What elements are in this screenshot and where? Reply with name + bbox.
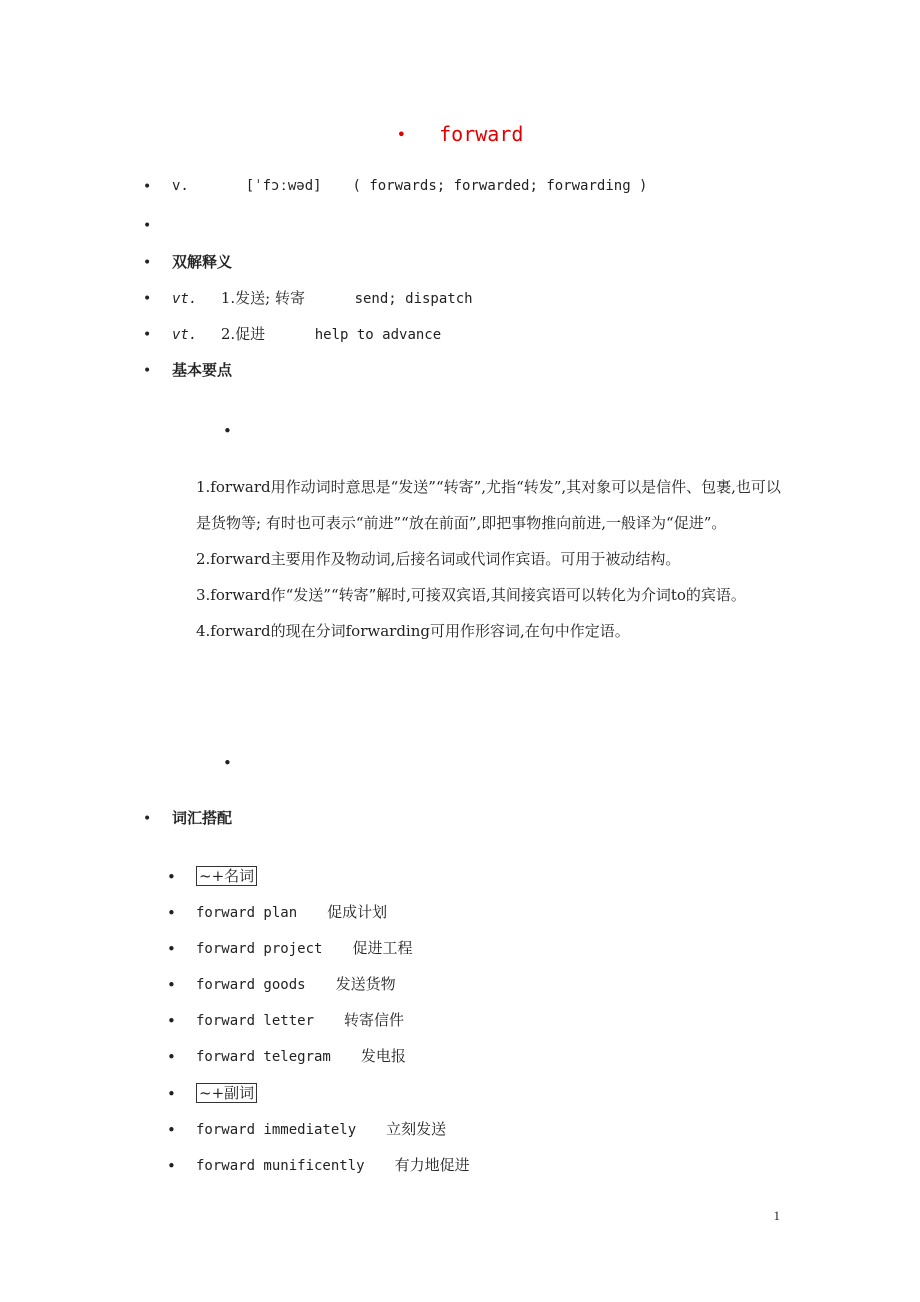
- points-block: [196, 469, 791, 649]
- collocation-group-1-label: [196, 866, 257, 886]
- meaning-1-pos: vt.: [172, 291, 198, 307]
- point-1: 1.forward用作动词时意思是“发送”“转寄”,尤指“转发”,其对象可以是信件、包裹,也可以是货物等; 有时也可表示“前进”“放在前面”,即把事物推向前进,一般译为“促进”。: [196, 478, 781, 532]
- bullet: [143, 292, 151, 300]
- collocations-heading: 词汇搭配: [172, 809, 233, 827]
- bullet: [167, 1050, 176, 1064]
- word-forms: ( forwards; forwarded; forwarding ): [352, 178, 648, 194]
- collocation-item: forward plan 促成计划: [196, 903, 388, 921]
- meaning-2-en: help to advance: [314, 327, 442, 343]
- meaning-2-cn: 2.促进: [220, 325, 266, 343]
- bullet: [167, 870, 176, 884]
- meaning-1: [172, 288, 473, 309]
- title-bullet: •: [396, 124, 407, 144]
- collocation-item: forward immediately 立刻发送: [196, 1120, 447, 1138]
- meanings-heading: 双解释义: [172, 253, 233, 271]
- bullet: [167, 978, 176, 992]
- collocation-item: forward munificently 有力地促进: [196, 1156, 470, 1174]
- bullet: [167, 942, 176, 956]
- title-row: [0, 122, 920, 146]
- bullet: [167, 1014, 176, 1028]
- bullet: [167, 1087, 176, 1101]
- bullet: [143, 256, 151, 264]
- meaning-1-en: send; dispatch: [354, 291, 473, 307]
- bullet: [143, 219, 151, 227]
- group-2-label: ~+副词: [196, 1083, 257, 1103]
- bullet: [167, 906, 176, 920]
- phonetic: [ˈfɔːwəd]: [245, 178, 322, 194]
- part-of-speech: v.: [172, 178, 189, 194]
- sub-bullet: [223, 424, 231, 432]
- point-3: 3.forward作“发送”“转寄”解时,可接双宾语,其间接宾语可以转化为介词to的宾语。: [196, 586, 746, 604]
- meaning-2-pos: vt.: [172, 327, 198, 343]
- entry-title: forward: [439, 122, 524, 146]
- bullet: [143, 812, 151, 820]
- points-heading: 基本要点: [172, 361, 233, 379]
- meaning-1-cn: 1.发送; 转寄: [220, 289, 305, 307]
- pos-line: [172, 176, 647, 196]
- collocation-item: forward letter 转寄信件: [196, 1011, 405, 1029]
- bullet: [167, 1159, 176, 1173]
- sub-bullet: [223, 756, 231, 764]
- collocation-group-2-label: [196, 1083, 257, 1103]
- collocation-item: forward goods 发送货物: [196, 975, 396, 993]
- bullet: [143, 180, 151, 188]
- bullet: [167, 1123, 176, 1137]
- collocation-item: forward telegram 发电报: [196, 1047, 406, 1065]
- page-number: 1: [773, 1208, 780, 1223]
- meaning-2: [172, 324, 441, 345]
- bullet: [143, 364, 151, 372]
- group-1-label: ~+名词: [196, 866, 257, 886]
- point-4: 4.forward的现在分词forwarding可用作形容词,在句中作定语。: [196, 622, 630, 640]
- bullet: [143, 328, 151, 336]
- collocation-item: forward project 促进工程: [196, 939, 413, 957]
- point-2: 2.forward主要用作及物动词,后接名词或代词作宾语。可用于被动结构。: [196, 550, 681, 568]
